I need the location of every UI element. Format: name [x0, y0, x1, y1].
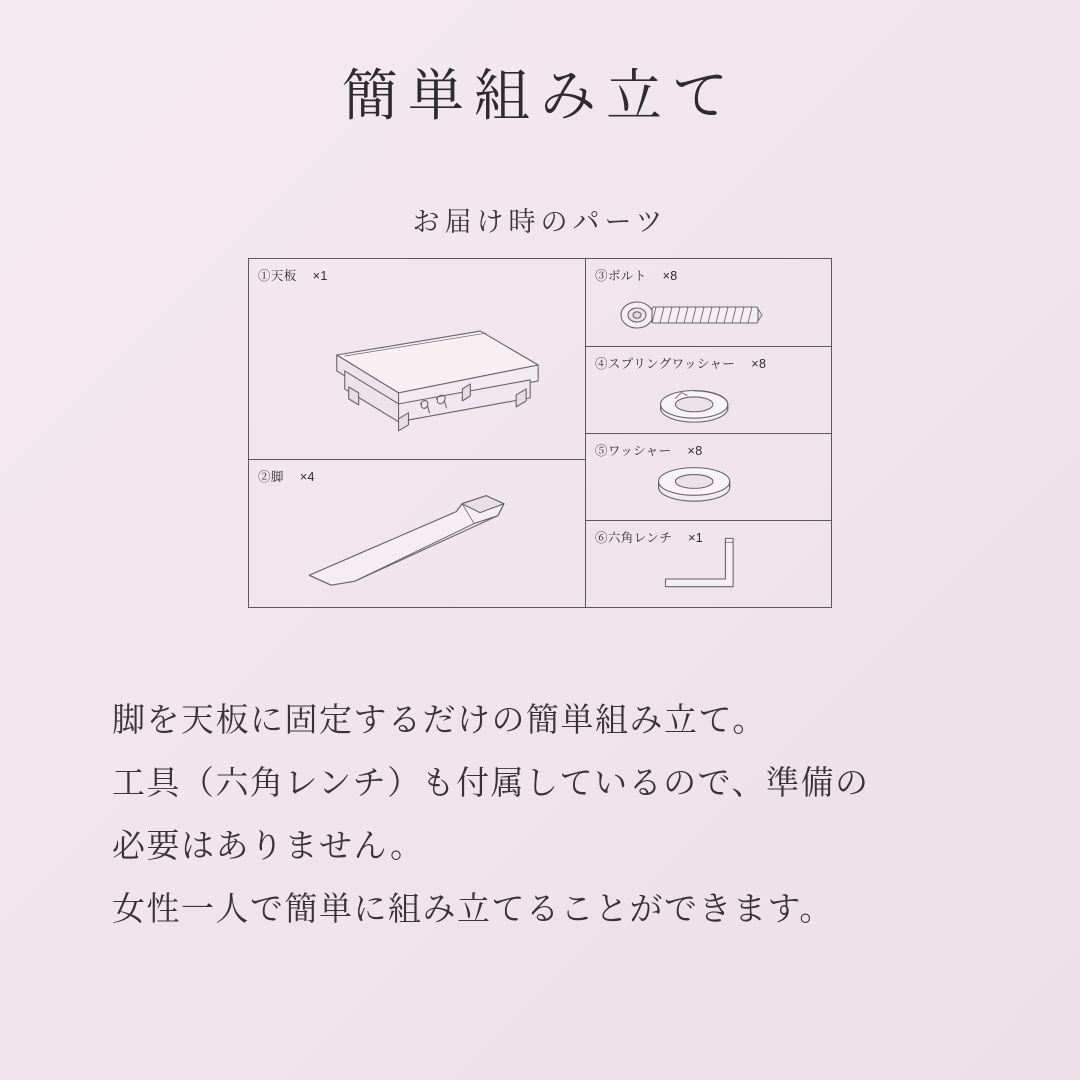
- part-id-3: ③: [595, 269, 608, 283]
- part-id-4: ④: [595, 357, 608, 371]
- part-name-2: 脚: [270, 470, 284, 484]
- part-cell-table-leg: [249, 459, 585, 607]
- parts-list-diagram: [248, 258, 832, 608]
- part-cell-washer: [586, 433, 831, 520]
- spring-washer-icon: [586, 347, 831, 433]
- bolt-icon: [586, 259, 831, 346]
- part-qty-2: ×4: [299, 470, 315, 484]
- part-name-4: スプリングワッシャー: [607, 357, 736, 371]
- part-cell-hex-wrench: [586, 520, 831, 607]
- part-id-1: ①: [258, 269, 271, 283]
- part-qty-5: ×8: [687, 444, 703, 458]
- table-top-icon: [249, 259, 585, 459]
- part-qty-4: ×8: [751, 357, 767, 371]
- part-cell-spring-washer: [586, 346, 831, 433]
- part-cell-table-top: [249, 259, 585, 459]
- part-id-6: ⑥: [595, 531, 608, 545]
- part-name-6: 六角レンチ: [607, 531, 673, 545]
- part-name-1: 天板: [270, 269, 297, 283]
- table-leg-icon: [249, 460, 585, 607]
- hex-wrench-icon: [586, 521, 831, 607]
- part-name-5: ワッシャー: [607, 444, 672, 458]
- description-line-2: 工具（六角レンチ）も付属しているので、準備の: [112, 766, 870, 802]
- part-id-5: ⑤: [595, 444, 608, 458]
- part-name-3: ボルト: [607, 269, 647, 283]
- part-qty-3: ×8: [662, 269, 678, 283]
- part-qty-6: ×1: [688, 531, 704, 545]
- parts-left-column: [249, 259, 586, 607]
- parts-right-column: [586, 259, 831, 607]
- page-title: 簡単組み立て: [342, 66, 738, 128]
- part-qty-1: ×1: [312, 269, 328, 283]
- description-line-3: 必要はありません。: [112, 829, 425, 865]
- description-line-4: 女性一人で簡単に組み立てることができます。: [112, 892, 834, 928]
- washer-icon: [586, 434, 831, 520]
- description-text: [112, 690, 992, 942]
- parts-section-subtitle: お届け時のパーツ: [412, 207, 668, 237]
- part-id-2: ②: [258, 470, 271, 484]
- part-cell-bolt: [586, 259, 831, 346]
- description-line-1: 脚を天板に固定するだけの簡単組み立て。: [112, 703, 767, 739]
